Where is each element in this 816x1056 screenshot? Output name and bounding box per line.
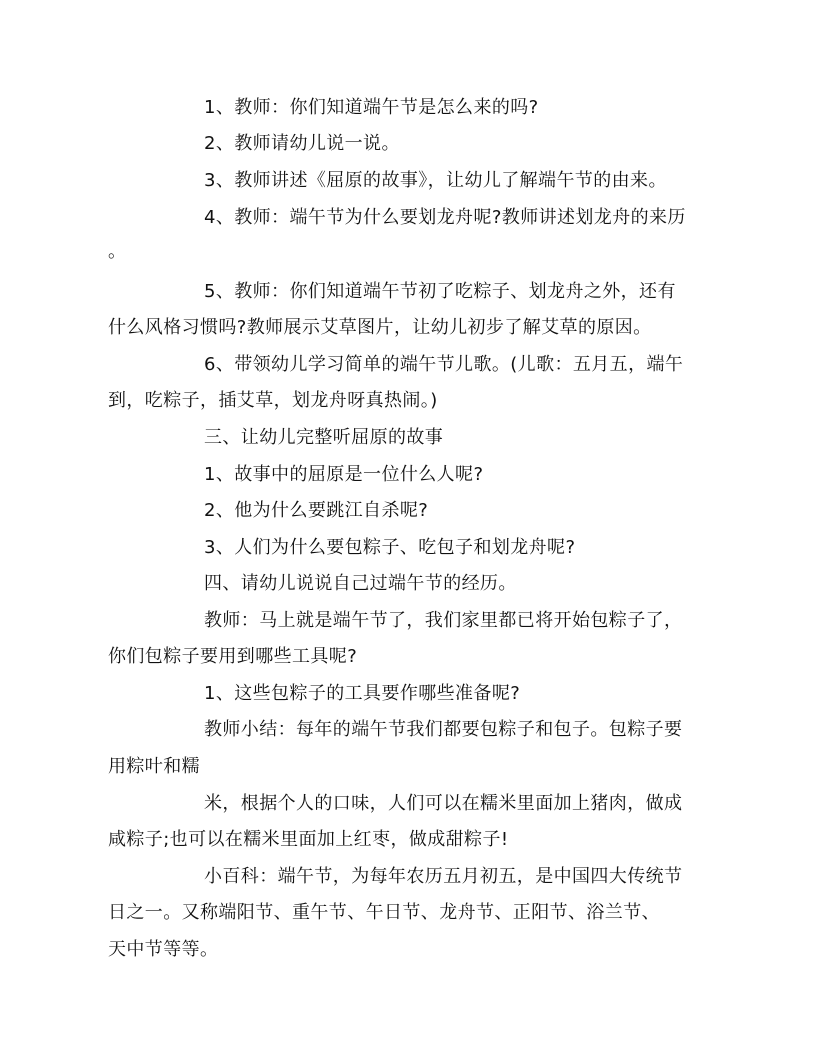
text-line: 四、请幼儿说说自己过端午节的经历。 [204,573,517,594]
text-line: 米，根据个人的口味，人们可以在糯米里面加上猪肉，做成 [204,793,683,814]
text-line: 用粽叶和糯 [108,756,200,777]
text-line: 3、教师讲述《屈原的故事》，让幼儿了解端午节的由来。 [204,170,667,191]
text-line: 天中节等等。 [108,939,219,960]
text-line: 3、人们为什么要包粽子、吃包子和划龙舟呢? [204,537,576,558]
text-line: 5、教师：你们知道端午节初了吃粽子、划龙舟之外，还有 [204,281,676,302]
text-line: 2、教师请幼儿说一说。 [204,133,400,154]
text-line: 4、教师：端午节为什么要划龙舟呢?教师讲述划龙舟的来历 [204,207,686,228]
text-line: 1、这些包粽子的工具要作哪些准备呢? [204,683,521,704]
text-line: 小百科：端午节，为每年农历五月初五，是中国四大传统节 [204,866,683,887]
text-line: 2、他为什么要跳江自杀呢? [204,500,429,521]
text-line: 你们包粽子要用到哪些工具呢? [108,646,358,667]
text-line: 三、让幼儿完整听屈原的故事 [204,427,444,448]
text-line: 1、故事中的屈原是一位什么人呢? [204,464,484,485]
text-line: 教师：马上就是端午节了，我们家里都已将开始包粽子了， [204,610,683,631]
text-line: 日之一。又称端阳节、重午节、午日节、龙舟节、正阳节、浴兰节、 [108,902,660,923]
text-line: 1、教师：你们知道端午节是怎么来的吗? [204,97,539,118]
text-line: 6、带领幼儿学习简单的端午节儿歌。(儿歌：五月五，端午 [204,354,684,375]
text-line: 教师小结：每年的端午节我们都要包粽子和包子。包粽子要 [204,719,683,740]
text-line: 到，吃粽子，插艾草，划龙舟呀真热闹。) [108,390,438,411]
text-line: 什么风格习惯吗?教师展示艾草图片，让幼儿初步了解艾草的原因。 [108,317,652,338]
text-line: 。 [108,241,127,262]
text-line: 咸粽子;也可以在糯米里面加上红枣，做成甜粽子! [108,829,509,850]
